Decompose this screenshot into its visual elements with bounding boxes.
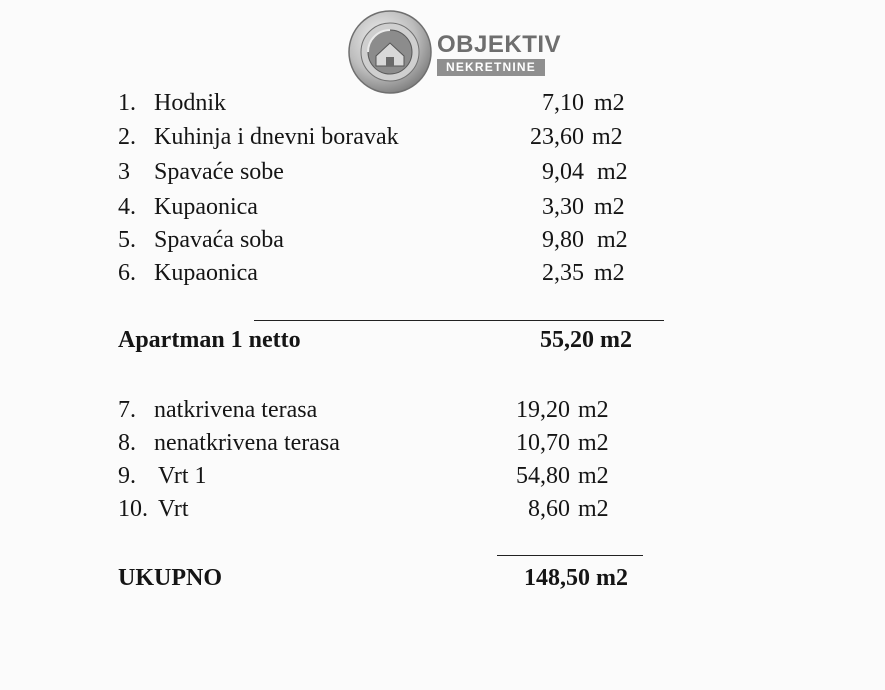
outdoor-unit: m2 [578,430,609,456]
outdoor-unit: m2 [578,397,609,423]
outdoor-area: 54,80 [516,463,570,489]
outdoor-name: natkrivena terasa [154,397,318,423]
outdoor-row [118,428,638,458]
room-name: Hodnik [154,90,226,116]
brand-name: OBJEKTIV [437,31,562,58]
room-area: 9,80 [542,227,584,253]
subtotal-row [118,325,638,355]
outdoor-area: 10,70 [516,430,570,456]
subtotal-label: Apartman 1 netto [118,327,301,353]
outdoor-row [118,494,638,524]
outdoor-area: 19,20 [516,397,570,423]
outdoor-number: 8. [118,430,136,456]
room-name: Kupaonica [154,260,258,286]
room-name: Kuhinja i dnevni boravak [154,124,399,150]
room-row [118,88,638,118]
subtotal-rule [254,320,664,321]
room-name: Spavaće sobe [154,159,284,185]
outdoor-row [118,461,638,491]
room-number: 5. [118,227,136,253]
total-label: UKUPNO [118,565,222,591]
total-rule [497,555,643,556]
room-unit: m2 [594,260,625,286]
total-value: 148,50 m2 [524,565,628,591]
room-number: 6. [118,260,136,286]
brand-subtitle: NEKRETNINE [437,59,545,76]
company-logo [348,10,562,96]
room-unit: m2 [592,124,623,150]
outdoor-name: Vrt [158,496,189,522]
room-area: 23,60 [530,124,584,150]
room-unit: m2 [597,159,628,185]
room-number: 4. [118,194,136,220]
outdoor-number: 7. [118,397,136,423]
room-area: 2,35 [542,260,584,286]
room-row [118,192,638,222]
outdoor-row [118,395,638,425]
outdoor-number: 10. [118,496,148,522]
room-area: 9,04 [542,159,584,185]
room-unit: m2 [597,227,628,253]
total-row [118,563,638,593]
room-number: 2. [118,124,136,150]
logo-seal-icon [348,10,432,94]
outdoor-unit: m2 [578,496,609,522]
room-unit: m2 [594,194,625,220]
room-unit: m2 [594,90,625,116]
room-name: Spavaća soba [154,227,284,253]
outdoor-name: nenatkrivena terasa [154,430,340,456]
outdoor-unit: m2 [578,463,609,489]
subtotal-value: 55,20 m2 [540,327,632,353]
outdoor-number: 9. [118,463,136,489]
room-row [118,258,638,288]
room-row [118,157,638,187]
room-number: 1. [118,90,136,116]
room-name: Kupaonica [154,194,258,220]
room-area: 7,10 [542,90,584,116]
room-number: 3 [118,159,130,185]
room-row [118,122,638,152]
room-area: 3,30 [542,194,584,220]
outdoor-area: 8,60 [528,496,570,522]
room-row [118,225,638,255]
outdoor-name: Vrt 1 [158,463,207,489]
